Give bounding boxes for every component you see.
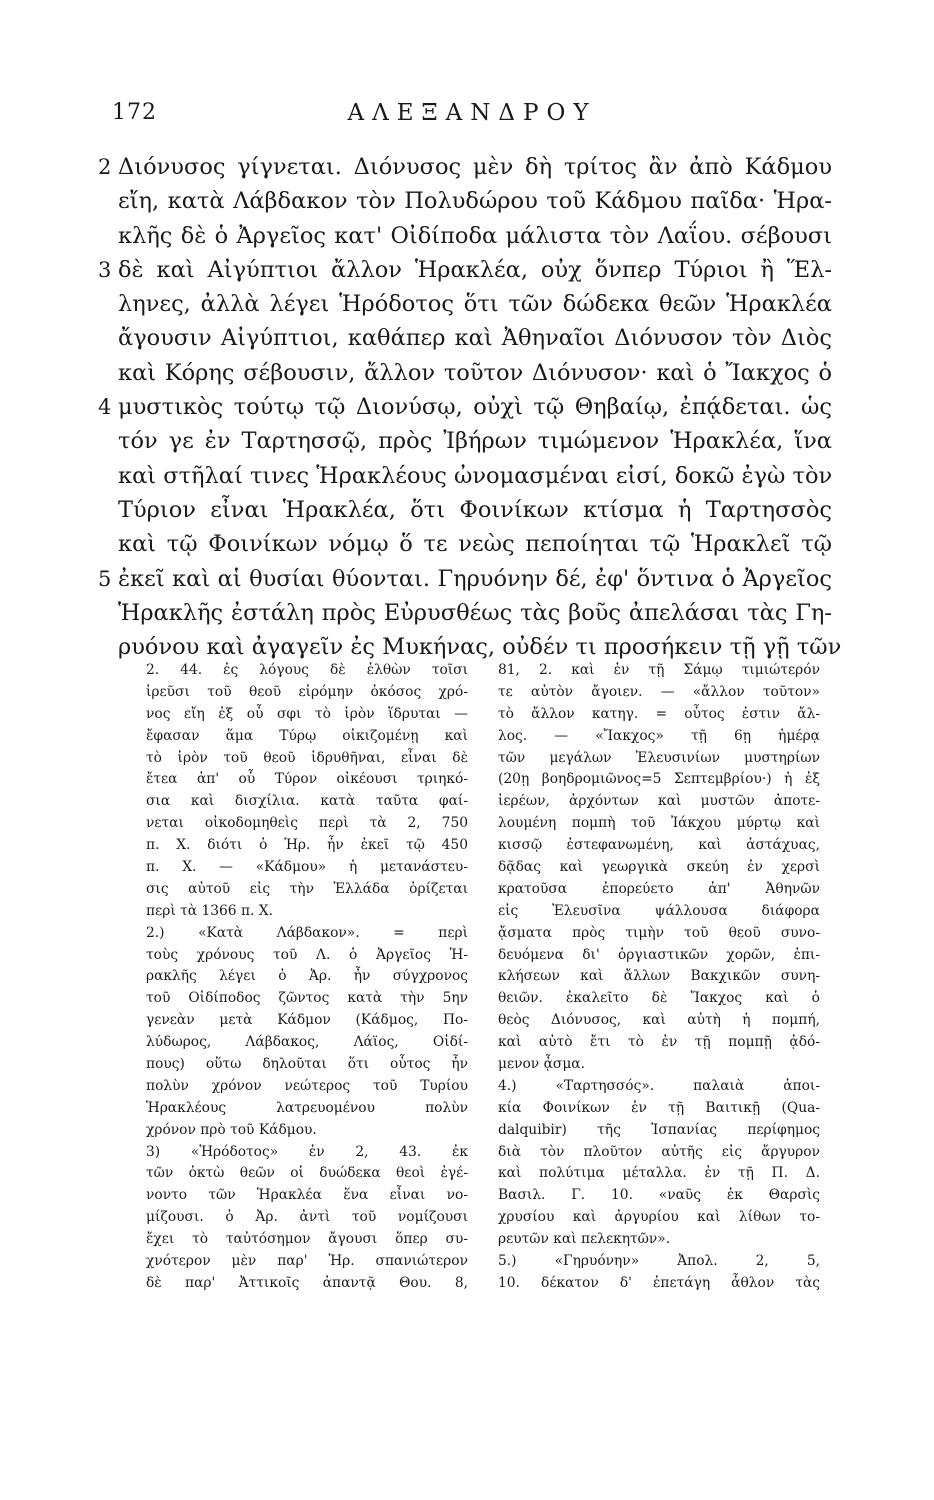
note-line: νοντο τῶν Ἡρακλέα ἕνα εἶναι νο- [146,1187,468,1204]
main-line-text: εἴη, κατὰ Λάβδακον τὸν Πολυδώρου τοῦ Κάδμου παῖδα· Ἡρα- [118,188,832,215]
main-line-text: καὶ τῷ Φοινίκων νόμῳ ὅ τε νεὼς πεποίηται τῷ Ἡρακλεῖ τῷ [118,531,832,558]
main-text-line [98,390,832,424]
main-line-text: καὶ Κόρης σέβουσιν, ἄλλον τοῦτον Διόνυσον· καὶ ὁ Ἴακχος ὁ [118,359,832,386]
note-line: δᾷδας καὶ γεωργικὰ σκεύη ἐν χερσὶ [498,859,820,876]
note-line: πολὺν χρόνον νεώτερος τοῦ Τυρίου [146,1077,468,1094]
main-text-line [118,184,832,218]
note-line: ἱερέων, ἀρχόντων καὶ μυστῶν ἀποτε- [498,793,820,810]
main-text-line [118,219,832,253]
note-line: 3) «Ἡρόδοτος» ἐν 2, 43. ἐκ [146,1143,468,1160]
note-line: dalquibir) τῆς Ἰσπανίας περίφημος [498,1121,820,1138]
note-line: κρατοῦσα ἐπορεύετο ἀπ' Ἀθηνῶν [498,880,820,897]
note-line: χρυσίου καὶ ἀργυρίου καὶ λίθων το- [498,1209,820,1226]
note-line: γενεὰν μετὰ Κάδμον (Κάδμος, Πο- [146,1012,468,1029]
main-text-line [118,527,832,561]
page-number: 172 [112,100,157,125]
note-line: μίζουσι. ὁ Ἀρ. ἀντὶ τοῦ νομίζουσι [146,1209,468,1226]
note-line: τε αὐτὸν ἄγοιεν. — «ἄλλον τοῦτον» [498,683,820,700]
note-line: νεται οἰκοδομηθεὶς περὶ τὰ 2, 750 [146,815,468,832]
main-line-text: ληνες, ἀλλὰ λέγει Ἡρόδοτος ὅτι τῶν δώδεκα θεῶν Ἡρακλέα [118,291,832,318]
note-line: κισσῷ ἐστεφανωμένη, καὶ ἀστάχυας, [498,837,820,854]
note-line: κία Φοινίκων ἐν τῇ Βαιτικῇ (Qua- [498,1099,820,1116]
note-line: 2.) «Κατὰ Λάβδακον». = περὶ [146,924,468,941]
note-line: τῶν ὀκτὼ θεῶν οἱ δυώδεκα θεοὶ ἐγέ- [146,1165,468,1182]
note-line: διὰ τὸν πλοῦτον αὐτῆς εἰς ἄργυρον [498,1143,820,1160]
main-text-line [118,596,832,630]
note-line: καὶ πολύτιμα μέταλλα. ἐν τῇ Π. Δ. [498,1165,820,1182]
main-line-text: κλῆς δὲ ὁ Ἀργεῖος κατ' Οἰδίποδα μάλιστα τὸν Λαΐου. σέβουσι [118,222,832,249]
main-line-text: ρυόνου καὶ ἀγαγεῖν ἐς Μυκήνας, οὐδέν τι προσήκειν τῇ γῇ τῶν [118,634,842,661]
note-line: ρακλῆς λέγει ὁ Ἀρ. ἦν σύγχρονος [146,968,468,985]
main-text-line [118,493,832,527]
note-line: λος. — «Ἴακχος» τῇ 6ῃ ἡμέρᾳ [498,727,820,744]
note-line: τοὺς χρόνους τοῦ Λ. ὁ Ἀργεῖος Ἡ- [146,946,468,963]
main-line-text: δὲ καὶ Αἰγύπτιοι ἄλλον Ἡρακλέα, οὐχ ὅνπερ Τύριοι ἢ Ἕλ- [118,256,832,283]
note-line: τὸ ἄλλον κατηγ. = οὗτος ἐστιν ἄλ- [498,705,820,722]
main-text-line [98,150,832,184]
note-line: νος εἴη ἐξ οὗ σφι τὸ ἱρὸν ἵδρυται — [146,705,468,722]
note-line: λύδωρος, Λάβδακος, Λάϊος, Οἰδί- [146,1034,468,1051]
page-header [112,100,832,136]
main-text-line [118,321,832,355]
note-line: ἔφασαν ἅμα Τύρῳ οἰκιζομένῃ καὶ [146,727,468,744]
note-line: δευόμενα δι' ὀργιαστικῶν χορῶν, ἐπι- [498,946,820,963]
note-line: θειῶν. ἐκαλεῖτο δὲ Ἴακχος καὶ ὁ [498,990,820,1007]
main-text-line [118,459,832,493]
section-number: 3 [98,257,112,282]
main-text-line [118,356,832,390]
main-line-text: ἐκεῖ καὶ αἱ θυσίαι θύονται. Γηρυόνην δέ, ἐφ' ὅντινα ὁ Ἀργεῖος [118,565,832,592]
main-line-text: ἄγουσιν Αἰγύπτιοι, καθάπερ καὶ Ἀθηναῖοι Διόνυσον τὸν Διὸς [118,325,832,352]
note-line: πους) οὕτω δηλοῦται ὅτι οὗτος ἦν [146,1056,468,1073]
note-line: κλήσεων καὶ ἄλλων Βακχικῶν συνη- [498,968,820,985]
section-number: 4 [98,395,112,420]
note-line: χνότερον μὲν παρ' Ἡρ. σπανιώτερον [146,1253,468,1270]
note-line: περὶ τὰ 1366 π. Χ. [146,902,274,919]
note-line: τὸ ἱρὸν τοῦ θεοῦ ἱδρυθῆναι, εἶναι δὲ [146,749,468,766]
note-line: χρόνον πρὸ τοῦ Κάδμου. [146,1121,317,1138]
note-line: τῶν μεγάλων Ἐλευσινίων μυστηρίων [498,749,820,766]
main-text-block [98,150,842,664]
main-text-line [98,253,832,287]
main-line-text: τόν γε ἐν Ταρτησσῷ, πρὸς Ἰβήρων τιμώμενον Ἡρακλέα, ἵνα [118,428,832,455]
note-line: 2. 44. ἐς λόγους δὲ ἐλθὼν τοῖσι [146,662,468,678]
main-line-text: καὶ στῆλαί τινες Ἡρακλέους ὠνομασμέναι εἰσί, δοκῶ ἐγὼ τὸν [118,462,833,489]
main-line-text: μυστικὸς τούτῳ τῷ Διονύσῳ, οὐχὶ τῷ Θηβαίῳ, ἐπᾴδεται. ὡς [118,394,832,421]
main-line-text: Διόνυσος γίγνεται. Διόνυσος μὲν δὴ τρίτος ἂν ἀπὸ Κάδμου [118,154,832,180]
main-text-line [118,424,832,458]
note-line: ἔχει τὸ ταὐτόσημον ἄγουσι ὅπερ συ- [146,1231,468,1248]
section-number: 5 [98,566,112,591]
main-text-line [98,562,832,596]
running-title: ΑΛΕΞΑΝΔΡΟΥ [347,100,597,126]
notes-column-right [498,660,820,1295]
note-line: μενον ᾆσμα. [498,1056,585,1073]
note-line: π. Χ. διότι ὁ Ἡρ. ἦν ἐκεῖ τῷ 450 [146,837,468,854]
note-line: 81, 2. καὶ ἐν τῇ Σάμῳ τιμιώτερόν [498,662,820,678]
note-line: ἱρεῦσι τοῦ θεοῦ εἰρόμην ὁκόσος χρό- [146,683,468,700]
note-line: τοῦ Οἰδίποδος ζῶντος κατὰ τὴν 5ην [146,990,468,1007]
notes-column-left [146,660,468,1295]
note-line: καὶ αὐτὸ ἔτι τὸ ἐν τῇ πομπῇ ᾀδό- [498,1034,820,1051]
note-line: ἔτεα ἀπ' οὗ Τύρον οἰκέουσι τριηκό- [146,771,468,788]
note-line: ρευτῶν καὶ πελεκητῶν». [498,1231,671,1248]
note-line: σις αὐτοῦ εἰς τὴν Ἑλλάδα ὁρίζεται [146,880,468,897]
note-line: π. Χ. — «Κάδμου» ἡ μετανάστευ- [146,859,468,876]
note-line: 4.) «Ταρτησσός». παλαιὰ ἀποι- [498,1077,820,1094]
note-line: δὲ παρ' Ἀττικοῖς ἀπαντᾷ Θου. 8, [146,1274,468,1291]
note-line: ᾄσματα πρὸς τιμὴν τοῦ θεοῦ συνο- [498,924,820,941]
note-line: 10. δέκατον δ' ἐπετάγη ἆθλον τὰς [498,1274,820,1291]
main-text-line [118,287,832,321]
note-line: λουμένη πομπὴ τοῦ Ἰάκχου μύρτῳ καὶ [498,815,820,832]
main-line-text: Ἡρακλῆς ἐστάλη πρὸς Εὐρυσθέως τὰς βοῦς ἀπελάσαι τὰς Γη- [118,599,832,626]
note-line: Ἡρακλέους λατρευομένου πολὺν [146,1099,468,1116]
note-line: θεὸς Διόνυσος, καὶ αὐτὴ ἡ πομπή, [498,1012,820,1029]
main-line-text: Τύριον εἶναι Ἡρακλέα, ὅτι Φοινίκων κτίσμα ἡ Ταρτησσὸς [118,496,832,523]
section-number: 2 [98,155,112,179]
note-line: (20ῃ βοηδρομιῶνος=5 Σεπτεμβρίου·) ἡ ἐξ [498,771,820,788]
note-line: σια καὶ δισχίλια. κατὰ ταῦτα φαί- [146,793,468,810]
note-line: εἰς Ἐλευσῖνα ψάλλουσα διάφορα [498,902,820,919]
note-line: 5.) «Γηρυόνην» Ἀπολ. 2, 5, [498,1253,820,1270]
note-line: Βασιλ. Γ. 10. «ναῦς ἐκ Θαρσὶς [498,1187,820,1204]
